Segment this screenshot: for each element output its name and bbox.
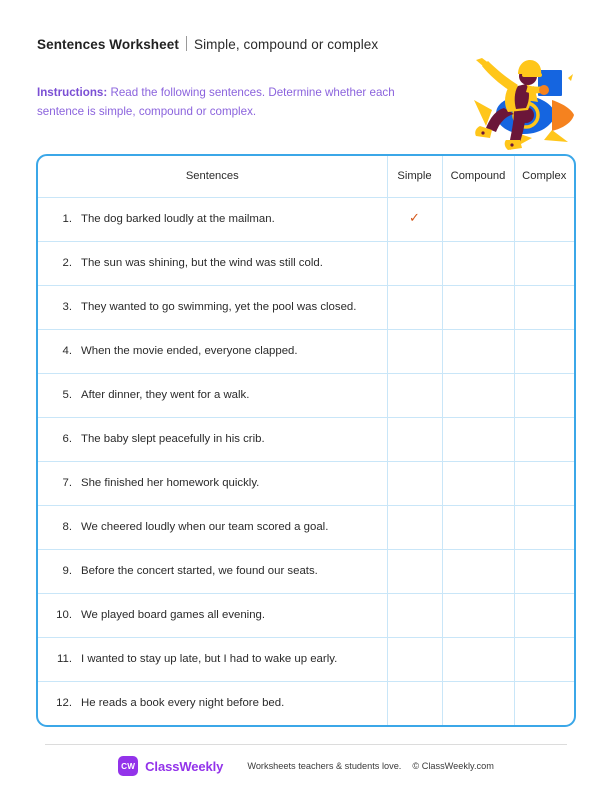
page-header [37, 34, 378, 52]
table-row [38, 241, 574, 285]
row-number: 7. [62, 476, 72, 489]
row-number: 6. [62, 432, 72, 445]
answer-cell-simple[interactable] [387, 197, 442, 241]
answer-cell-compound[interactable] [442, 637, 514, 681]
page-footer [0, 756, 612, 776]
answer-cell-complex[interactable] [514, 241, 574, 285]
answer-cell-simple[interactable] [387, 461, 442, 505]
column-header-compound: Compound [442, 156, 514, 197]
footer-divider [45, 744, 567, 745]
answer-cell-simple[interactable] [387, 593, 442, 637]
answer-cell-simple[interactable] [387, 241, 442, 285]
sentence-cell [38, 329, 387, 373]
answer-cell-compound[interactable] [442, 461, 514, 505]
footer-tagline: Worksheets teachers & students love. [247, 761, 402, 771]
sentence-text: The sun was shining, but the wind was still cold. [81, 256, 323, 269]
table-row [38, 417, 574, 461]
sentence-cell [38, 241, 387, 285]
footer-copyright: © ClassWeekly.com [412, 761, 494, 771]
answer-cell-complex[interactable] [514, 593, 574, 637]
answer-cell-complex[interactable] [514, 373, 574, 417]
row-number: 11. [57, 652, 72, 665]
answer-cell-simple[interactable] [387, 329, 442, 373]
answer-cell-compound[interactable] [442, 285, 514, 329]
sentence-text: The dog barked loudly at the mailman. [81, 212, 275, 225]
student-on-rocket-illustration [452, 52, 582, 156]
page-subtitle: Simple, compound or complex [193, 37, 379, 52]
sentence-text: The baby slept peacefully in his crib. [81, 432, 265, 445]
column-header-complex: Complex [514, 156, 574, 197]
answer-cell-complex[interactable] [514, 637, 574, 681]
brand-logo[interactable] [118, 756, 223, 776]
table-body [38, 197, 574, 725]
answer-cell-complex[interactable] [514, 681, 574, 725]
column-header-simple: Simple [387, 156, 442, 197]
sentence-cell [38, 285, 387, 329]
answer-cell-compound[interactable] [442, 373, 514, 417]
sentence-cell [38, 549, 387, 593]
table-row [38, 461, 574, 505]
check-icon: ✓ [409, 210, 420, 225]
table-row [38, 197, 574, 241]
answer-cell-complex[interactable] [514, 197, 574, 241]
answer-cell-complex[interactable] [514, 285, 574, 329]
answer-cell-simple[interactable] [387, 637, 442, 681]
table-row [38, 593, 574, 637]
row-number: 4. [62, 344, 72, 357]
sentence-cell [38, 417, 387, 461]
answer-cell-simple[interactable] [387, 417, 442, 461]
answer-cell-complex[interactable] [514, 505, 574, 549]
worksheet-table [36, 154, 576, 727]
table-header-row [38, 156, 574, 197]
sentence-text: When the movie ended, everyone clapped. [81, 344, 298, 357]
table-row [38, 505, 574, 549]
footer-meta [247, 761, 494, 771]
answer-cell-compound[interactable] [442, 417, 514, 461]
sentence-cell [38, 461, 387, 505]
row-number: 10. [56, 608, 72, 621]
answer-cell-compound[interactable] [442, 593, 514, 637]
table-row [38, 373, 574, 417]
answer-cell-compound[interactable] [442, 681, 514, 725]
row-number: 9. [62, 564, 72, 577]
brand-name: ClassWeekly [145, 758, 224, 774]
table-row [38, 681, 574, 725]
row-number: 12. [56, 697, 72, 710]
sentence-text: They wanted to go swimming, yet the pool was closed. [81, 300, 357, 313]
sentence-cell [38, 681, 387, 725]
column-header-sentences: Sentences [38, 156, 387, 197]
answer-cell-compound[interactable] [442, 329, 514, 373]
sentence-cell [38, 637, 387, 681]
sentence-cell [38, 505, 387, 549]
answer-cell-simple[interactable] [387, 505, 442, 549]
answer-cell-simple[interactable] [387, 549, 442, 593]
row-number: 8. [62, 520, 72, 533]
answer-cell-compound[interactable] [442, 505, 514, 549]
answer-cell-complex[interactable] [514, 417, 574, 461]
answer-cell-simple[interactable] [387, 285, 442, 329]
table-row [38, 637, 574, 681]
page-title: Sentences Worksheet [37, 37, 179, 52]
sentence-text: He reads a book every night before bed. [81, 696, 285, 709]
sentence-text: After dinner, they went for a walk. [81, 388, 250, 401]
row-number: 1. [62, 212, 72, 225]
row-number: 2. [62, 256, 72, 269]
sentence-text: We cheered loudly when our team scored a goal. [81, 520, 329, 533]
answer-cell-simple[interactable] [387, 681, 442, 725]
answer-cell-compound[interactable] [442, 197, 514, 241]
row-number: 5. [62, 388, 72, 401]
answer-cell-compound[interactable] [442, 549, 514, 593]
sentence-text: She finished her homework quickly. [81, 476, 260, 489]
sentence-cell [38, 197, 387, 241]
answer-cell-complex[interactable] [514, 461, 574, 505]
instructions-text: Read the following sentences. Determine whether each sentence is simple, compound or complex. [37, 86, 395, 118]
table-row [38, 329, 574, 373]
row-number: 3. [62, 300, 72, 313]
instructions-label: Instructions: [37, 86, 108, 99]
table-row [38, 549, 574, 593]
sentence-cell [38, 593, 387, 637]
sentence-text: I wanted to stay up late, but I had to wake up early. [81, 652, 338, 665]
answer-cell-complex[interactable] [514, 549, 574, 593]
instructions-block [37, 84, 437, 122]
answer-cell-complex[interactable] [514, 329, 574, 373]
sentence-text: We played board games all evening. [81, 608, 266, 621]
sentence-text: Before the concert started, we found our seats. [81, 564, 318, 577]
answer-cell-simple[interactable] [387, 373, 442, 417]
title-separator [186, 36, 187, 51]
sentence-cell [38, 373, 387, 417]
table-row [38, 285, 574, 329]
classweekly-badge-icon: CW [118, 756, 138, 776]
answer-cell-compound[interactable] [442, 241, 514, 285]
